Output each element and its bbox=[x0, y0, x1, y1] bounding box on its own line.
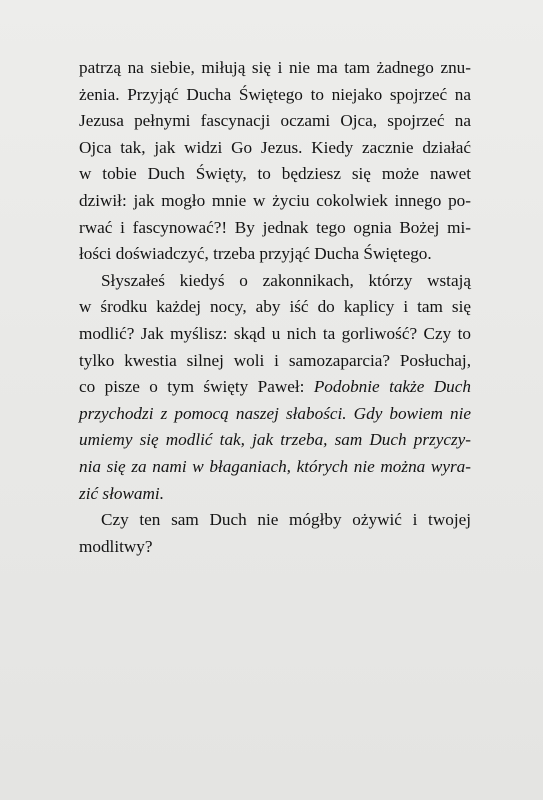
text-line bbox=[79, 161, 471, 188]
page-text bbox=[79, 55, 471, 560]
body-text: w tobie Duch Święty, to będziesz się może nawet bbox=[79, 164, 471, 184]
text-line bbox=[79, 268, 471, 295]
text-line bbox=[79, 348, 471, 375]
text-line bbox=[79, 215, 471, 242]
text-line bbox=[79, 374, 471, 401]
text-line bbox=[79, 241, 471, 268]
body-text: Słyszałeś kiedyś o zakonnikach, którzy wstają bbox=[101, 270, 471, 290]
body-text: modlić? Jak myślisz: skąd u nich ta gorliwość? Czy to bbox=[79, 323, 471, 343]
body-text: łości doświadczyć, trzeba przyjąć Ducha Świętego. bbox=[79, 244, 432, 264]
body-text: Jezusa pełnymi fascynacji oczami Ojca, spojrzeć na bbox=[79, 111, 471, 131]
text-line bbox=[79, 294, 471, 321]
italic-quote-text: nia się za nami w błaganiach, których nie można wyra- bbox=[79, 456, 471, 476]
body-text: żenia. Przyjąć Ducha Świętego to niejako spojrzeć na bbox=[79, 84, 471, 104]
body-text: patrzą na siebie, miłują się i nie ma tam żadnego znu- bbox=[79, 58, 471, 77]
body-text: dziwił: jak mogło mnie w życiu cokolwiek innego po- bbox=[79, 190, 471, 210]
italic-quote-text: umiemy się modlić tak, jak trzeba, sam Duch przyczy- bbox=[79, 430, 471, 450]
text-line bbox=[79, 321, 471, 348]
text-line bbox=[79, 427, 471, 454]
body-text: w środku każdej nocy, aby iść do kaplicy i tam się bbox=[79, 297, 471, 317]
paragraph bbox=[79, 507, 471, 560]
text-line bbox=[79, 135, 471, 162]
body-text: Czy ten sam Duch nie mógłby ożywić i twojej bbox=[101, 510, 471, 530]
text-line bbox=[79, 454, 471, 481]
body-text: modlitwy? bbox=[79, 536, 153, 556]
text-line bbox=[79, 401, 471, 428]
text-line bbox=[79, 82, 471, 109]
body-text: Ojca tak, jak widzi Go Jezus. Kiedy zacznie działać bbox=[79, 137, 471, 157]
text-line bbox=[79, 188, 471, 215]
paragraph bbox=[79, 55, 471, 268]
text-line bbox=[79, 481, 471, 508]
body-text: tylko kwestia silnej woli i samozaparcia? Posłuchaj, bbox=[79, 350, 471, 370]
italic-quote-text: Podobnie także Duch bbox=[313, 377, 471, 397]
body-text: rwać i fascynować?! By jednak tego ognia Bożej mi- bbox=[79, 217, 471, 237]
text-line bbox=[79, 55, 471, 82]
paragraph bbox=[79, 268, 471, 507]
body-text: co pisze o tym święty Paweł: bbox=[79, 377, 314, 397]
text-line bbox=[79, 108, 471, 135]
text-line bbox=[79, 507, 471, 534]
italic-quote-text: przychodzi z pomocą naszej słabości. Gdy bowiem nie bbox=[79, 403, 471, 423]
italic-quote-text: zić słowami. bbox=[79, 483, 164, 503]
text-line bbox=[79, 534, 471, 561]
